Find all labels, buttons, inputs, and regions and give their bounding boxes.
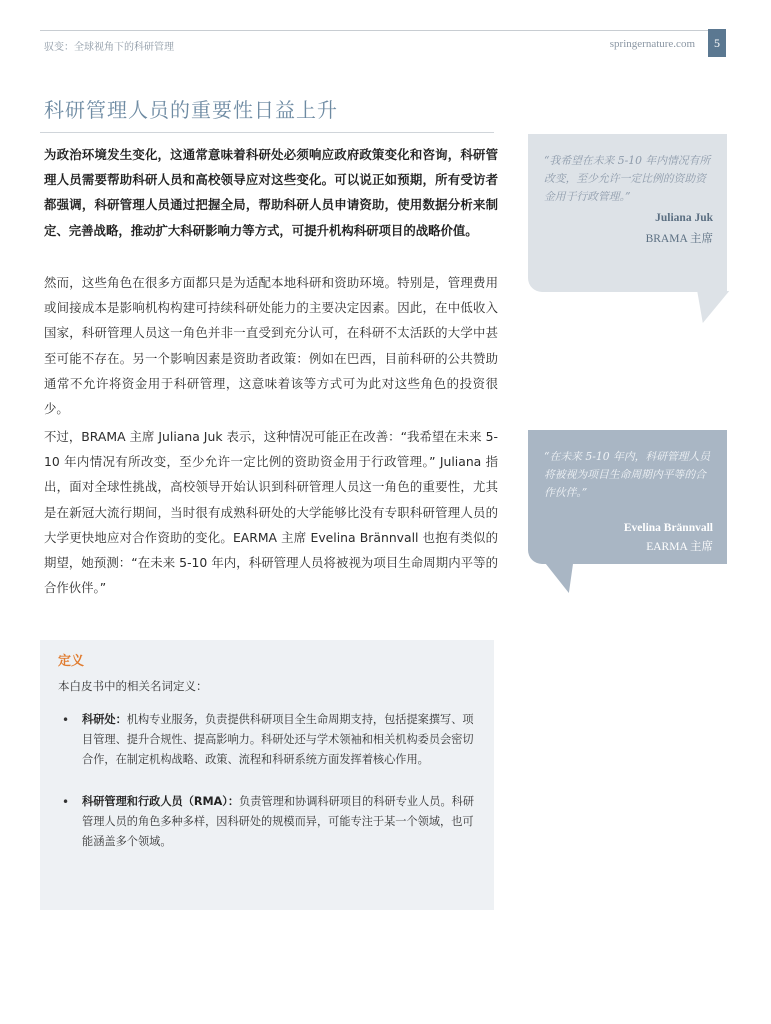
- definition-term: 科研处：: [82, 713, 127, 726]
- speech-bubble-tail: [687, 291, 729, 323]
- definitions-title: 定义: [58, 654, 85, 669]
- page-number: 5: [708, 29, 726, 57]
- header-rule: [40, 30, 708, 31]
- speech-bubble-tail: [545, 563, 583, 593]
- quote-author-name: Juliana Juk: [655, 212, 713, 224]
- quote-text: “在未来 5-10 年内，科研管理人员将被视为项目生命周期内平等的合作伙伴。”: [544, 450, 711, 499]
- bullet-icon: •: [62, 795, 70, 809]
- pull-quote-evelina: [528, 430, 727, 564]
- definition-item: [54, 792, 474, 852]
- quote-text: “我希望在未来 5-10 年内情况有所改变，至少允许一定比例的资助资金用于行政管理。”: [544, 154, 711, 203]
- definitions-list: [54, 710, 474, 874]
- definition-item: [54, 710, 474, 770]
- pull-quote-juliana: [528, 134, 727, 292]
- definition-term: 科研管理和行政人员（RMA）：: [82, 795, 240, 808]
- paragraph-intro: 为政治环境发生变化，这通常意味着科研处必须响应政府政策变化和咨询，科研管理人员需要帮助科研人员和高校领导应对这些变化。可以说正如预期，所有受访者都强调，科研管理人员通过把握全局，帮助科研人员申请资助，使用数据分析来制定、完善战略，推动扩大科研影响力等方式，可提升机构科研项目的战略价值。: [44, 147, 498, 238]
- header-site-link[interactable]: springernature.com: [609, 38, 695, 50]
- definition-text: 机构专业服务，负责提供科研项目全生命周期支持，包括提案撰写、项目管理、提升合规性、提高影响力。科研处还与学术领袖和相关机构委员会密切合作，在制定机构战略、政策、流程和科研系统方面发挥着核心作用。: [82, 713, 474, 766]
- title-divider: [40, 132, 494, 133]
- quote-author-role: EARMA 主席: [646, 541, 713, 553]
- section-title: 科研管理人员的重要性日益上升: [44, 98, 338, 122]
- quote-author-name: Evelina Brännvall: [623, 522, 713, 534]
- header-publication-title: 驭变：全球视角下的科研管理: [44, 42, 174, 53]
- definition-text: 负责管理和协调科研项目的科研专业人员。科研管理人员的角色多种多样，因科研处的规模而异，可能专注于某一个领域，也可能涵盖多个领域。: [82, 795, 475, 848]
- quote-author-role: BRAMA 主席: [645, 233, 713, 245]
- definitions-box: [40, 640, 494, 910]
- definitions-intro: 本白皮书中的相关名词定义：: [58, 679, 208, 693]
- paragraph-outlook: 不过，BRAMA 主席 Juliana Juk 表示，这种情况可能正在改善：“我希望在未来 5-10 年内情况有所改变，至少允许一定比例的资助资金用于行政管理。” Juliana 指出，面对全球性挑战，高校领导开始认识到科研管理人员这一角色的重要性，尤其是在新冠大流行期间，当时很有成熟科研处的大学能够比没有专职科研管理人员的大学更快地应对合作资助的变化。EARMA 主席 Evelina Brännvall 也抱有类似的期望，她预测：“在未来 5-10 年内，科研管理人员将被视为项目生命周期内平等的合作伙伴。”: [44, 429, 498, 596]
- paragraph-context: 然而，这些角色在很多方面都只是为适配本地科研和资助环境。特别是，管理费用或间接成本是影响机构构建可持续科研处能力的主要决定因素。因此，在中低收入国家，科研管理人员这一角色并非一直受到充分认可，在科研不太活跃的大学中甚至可能不存在。另一个影响因素是资助者政策：例如在巴西，目前科研的公共赞助通常不允许将资金用于科研管理，这意味着该等方式可为此对这些角色的投资很少。: [44, 275, 498, 417]
- bullet-icon: •: [62, 713, 70, 727]
